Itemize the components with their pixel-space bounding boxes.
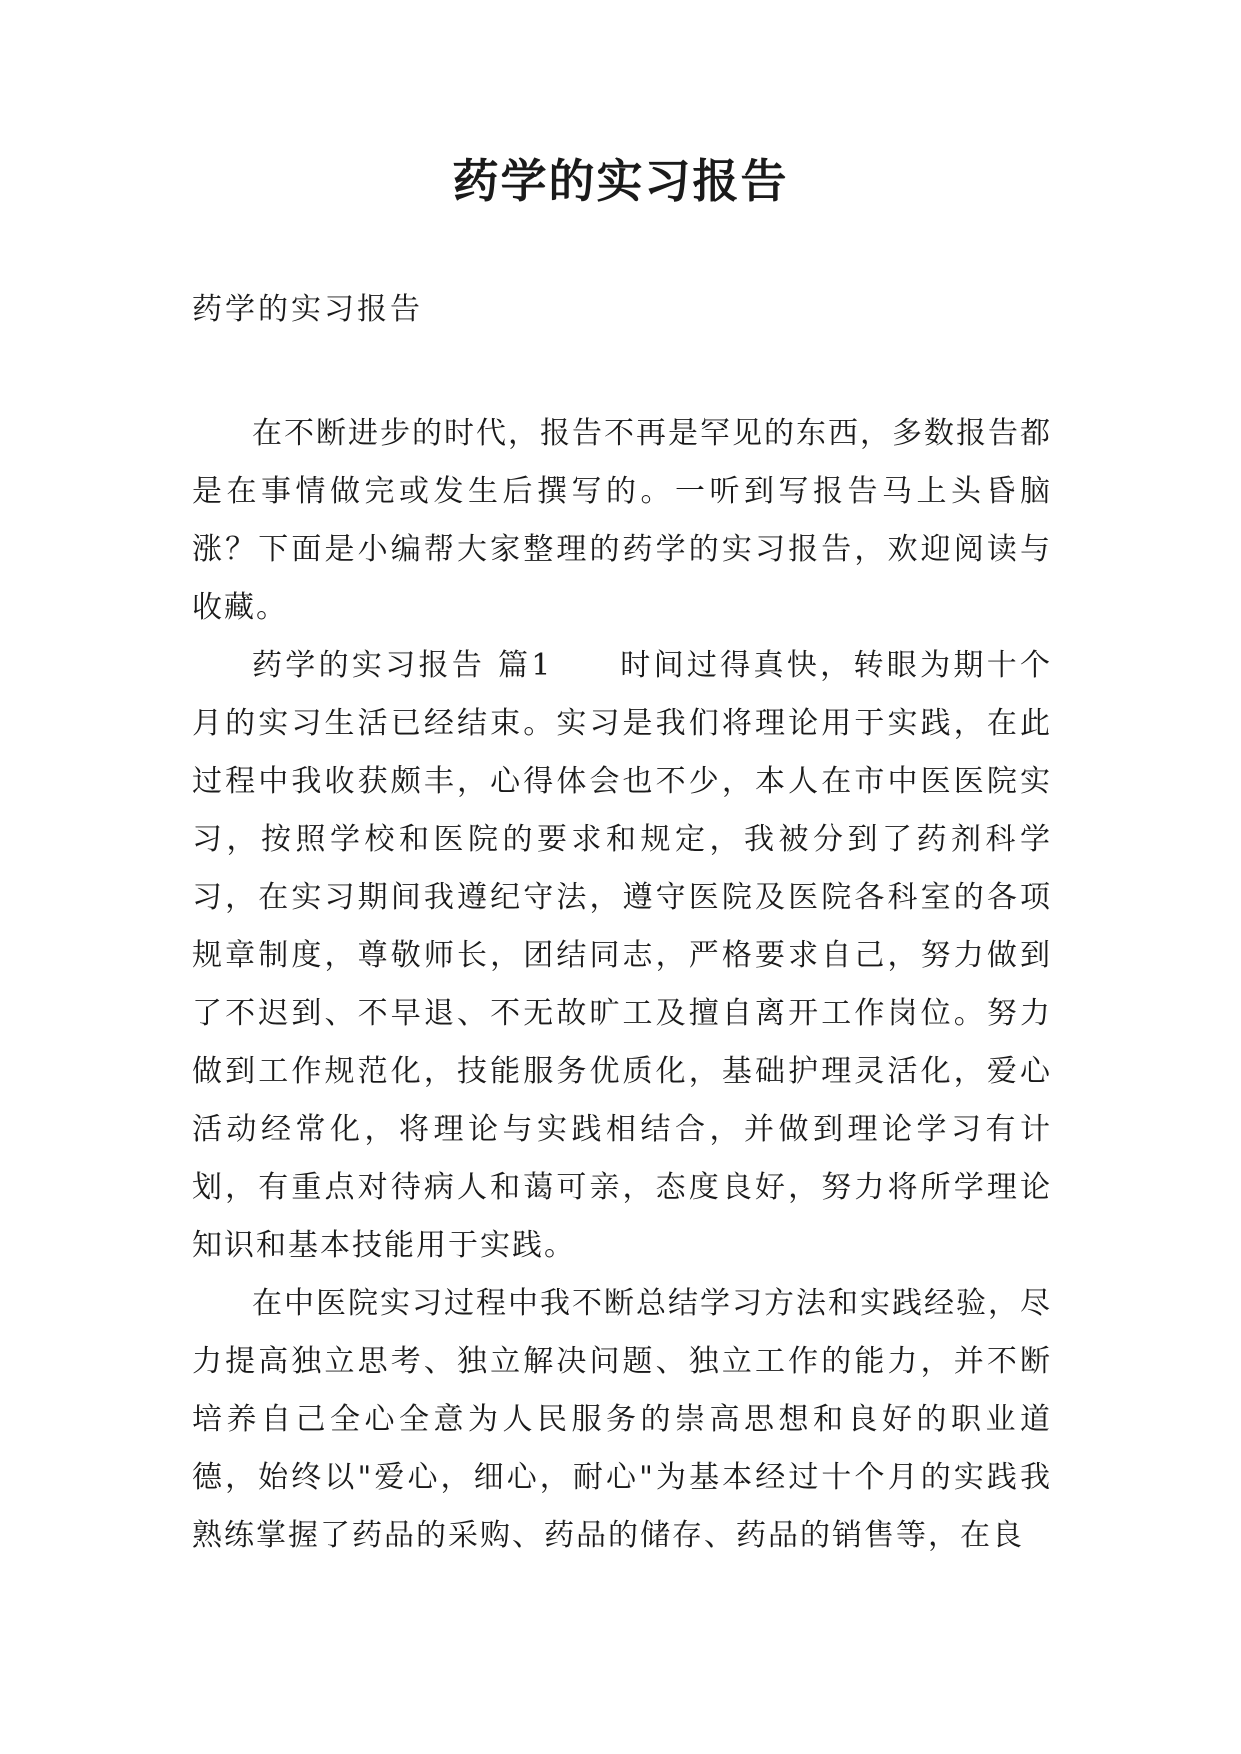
- paragraph-intro: 在不断进步的时代，报告不再是罕见的东西，多数报告都是在事情做完或发生后撰写的。一听到写报告马上头昏脑涨？下面是小编帮大家整理的药学的实习报告，欢迎阅读与收藏。: [192, 416, 1052, 625]
- paragraph-practice: 在中医院实习过程中我不断总结学习方法和实践经验，尽力提高独立思考、独立解决问题、独立工作的能力，并不断培养自己全心全意为人民服务的崇高思想和良好的职业道德，始终以"爱心，细心，耐心"为基本经过十个月的实践我熟练掌握了药品的采购、药品的储存、药品的销售等，在良: [192, 1286, 1052, 1553]
- paragraph-report-1: 药学的实习报告 篇1 时间过得真快，转眼为期十个月的实习生活已经结束。实习是我们将理论用于实践，在此过程中我收获颇丰，心得体会也不少，本人在市中医医院实习，按照学校和医院的要求和规定，我被分到了药剂科学习，在实习期间我遵纪守法，遵守医院及医院各科室的各项规章制度，尊敬师长，团结同志，严格要求自己，努力做到了不迟到、不早退、不无故旷工及擅自离开工作岗位。努力做到工作规范化，技能服务优质化，基础护理灵活化，爱心活动经常化，将理论与实践相结合，并做到理论学习有计划，有重点对待病人和蔼可亲，态度良好，努力将所学理论知识和基本技能用于实践。: [192, 648, 1052, 1263]
- document-subtitle: 药学的实习报告: [192, 292, 423, 327]
- document-body: [192, 405, 1052, 1565]
- document-title: 药学的实习报告: [452, 154, 789, 208]
